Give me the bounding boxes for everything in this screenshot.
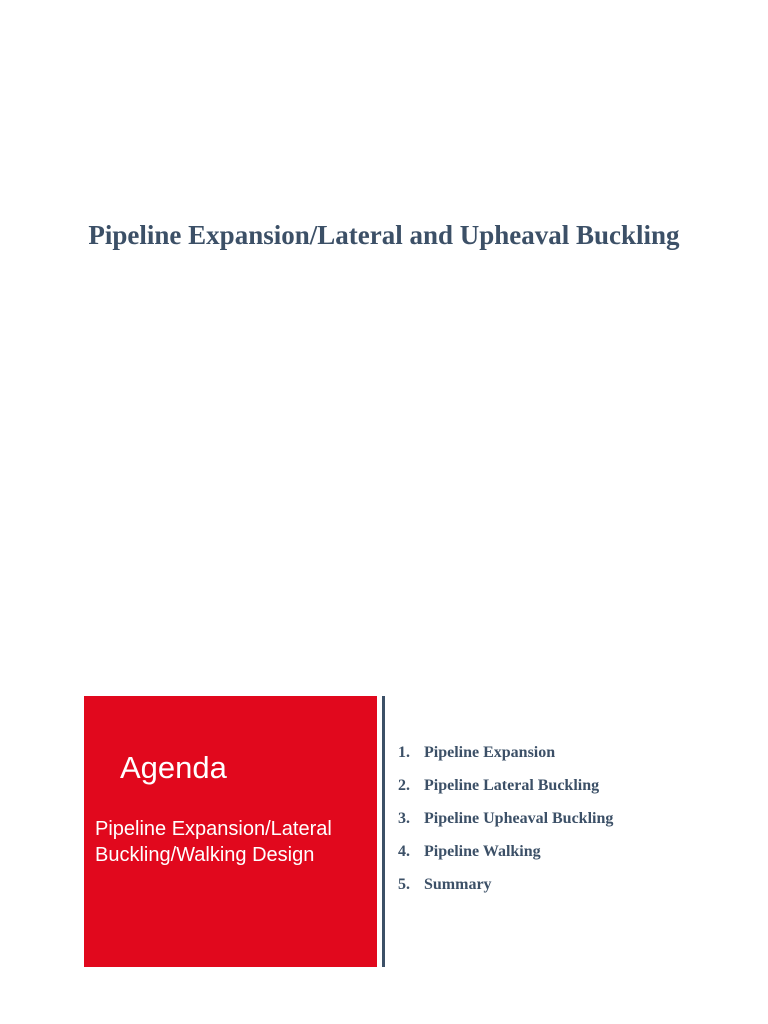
agenda-item <box>398 743 613 776</box>
agenda-item-label: Pipeline Lateral Buckling <box>424 777 600 794</box>
agenda-list <box>398 743 613 908</box>
vertical-divider <box>382 696 385 967</box>
agenda-heading: Agenda <box>120 750 227 785</box>
agenda-item-label: Pipeline Upheaval Buckling <box>424 810 614 827</box>
agenda-subtitle <box>95 816 371 868</box>
agenda-item-number: 4. <box>398 843 410 860</box>
agenda-item-number: 1. <box>398 744 410 761</box>
agenda-subtitle-line-1: Pipeline Expansion/Lateral <box>95 818 332 840</box>
document-title: Pipeline Expansion/Lateral and Upheaval Buckling <box>88 220 680 250</box>
agenda-item <box>398 776 613 809</box>
agenda-panel <box>84 696 377 967</box>
agenda-item-number: 2. <box>398 777 410 794</box>
agenda-item-label: Pipeline Expansion <box>424 744 556 761</box>
agenda-item-label: Pipeline Walking <box>424 843 541 860</box>
agenda-item-number: 3. <box>398 810 410 827</box>
agenda-subtitle-line-2: Buckling/Walking Design <box>95 844 315 866</box>
agenda-item <box>398 875 613 908</box>
agenda-item-number: 5. <box>398 876 410 893</box>
agenda-item <box>398 842 613 875</box>
agenda-item-label: Summary <box>424 876 492 893</box>
agenda-item <box>398 809 613 842</box>
